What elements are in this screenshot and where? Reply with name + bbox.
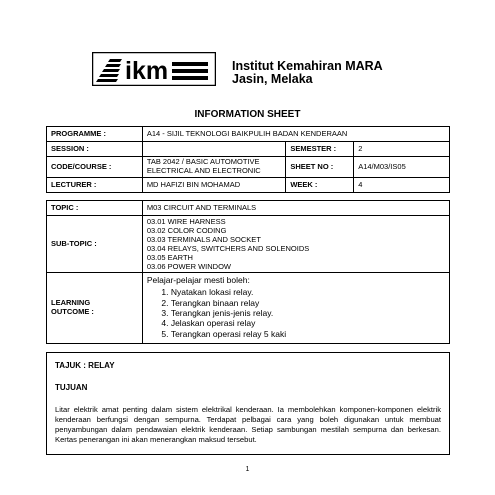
topic-table <box>46 200 450 344</box>
table-row <box>47 273 450 344</box>
list-item: 03.02 COLOR CODING <box>146 226 227 235</box>
table-row <box>47 178 450 193</box>
content-box <box>46 352 450 455</box>
topic-value: M03 CIRCUIT AND TERMINALS <box>142 201 449 216</box>
list-item: 03.06 POWER WINDOW <box>146 262 232 271</box>
week-label: WEEK : <box>286 178 354 193</box>
list-item: 2. Terangkan binaan relay <box>171 298 445 308</box>
page-number: 1 <box>245 466 250 473</box>
semester-label: SEMESTER : <box>286 142 354 157</box>
ikm-logo <box>92 52 216 86</box>
sheet-no-value: A14/M03/IS05 <box>354 157 450 178</box>
list-item: 03.04 RELAYS, SWITCHERS AND SOLENOIDS <box>146 244 310 253</box>
list-item: 4. Jelaskan operasi relay <box>171 318 445 328</box>
table-row <box>47 157 450 178</box>
programme-value: A14 - SIJIL TEKNOLOGI BAIKPULIH BADAN KENDERAAN <box>142 127 449 142</box>
session-label: SESSION : <box>47 142 143 157</box>
learning-outcome-label: LEARNING OUTCOME : <box>47 273 143 344</box>
institute-name: Institut Kemahiran MARA <box>232 59 383 73</box>
subtopic-list <box>142 216 449 273</box>
table-row <box>47 142 450 157</box>
list-item: 03.01 WIRE HARNESS <box>146 217 226 226</box>
sheet-no-label: SHEET NO : <box>286 157 354 178</box>
list-item: 3. Terangkan jenis-jenis relay. <box>171 308 445 318</box>
course-info-table <box>46 126 450 193</box>
section-subtitle: TUJUAN <box>55 383 88 392</box>
lecturer-value: MD HAFIZI BIN MOHAMAD <box>142 178 286 193</box>
table-row <box>47 127 450 142</box>
code-course-label: CODE/COURSE : <box>47 157 143 178</box>
table-row <box>47 201 450 216</box>
week-value: 4 <box>354 178 450 193</box>
list-item: 5. Terangkan operasi relay 5 kaki <box>171 329 445 339</box>
body-paragraph: Litar elektrik amat penting dalam sistem elektrikal kenderaan. Ia membolehkan komponen-komponen elektrik kenderaan berfungsi dengan sempurna. Terdapat pelbagai cara yang boleh digunakan untuk membuat penyambungan dalam pendawaian elektrik kenderaan. Setiap sambungan mestilah sempurna dan berkesan. Kertas penerangan ini akan menerangkan maksud tersebut. <box>55 405 441 444</box>
svg-text:ikm: ikm <box>125 57 169 85</box>
learning-outcome-list <box>142 273 449 344</box>
sheet-title: INFORMATION SHEET <box>194 109 301 120</box>
session-value <box>142 142 286 157</box>
table-row <box>47 216 450 273</box>
subtopic-label: SUB-TOPIC : <box>47 216 143 273</box>
outcome-intro: Pelajar-pelajar mesti boleh: <box>146 275 250 285</box>
topic-label: TOPIC : <box>47 201 143 216</box>
semester-value: 2 <box>354 142 450 157</box>
programme-label: PROGRAMME : <box>47 127 143 142</box>
lecturer-label: LECTURER : <box>47 178 143 193</box>
list-item: 03.03 TERMINALS AND SOCKET <box>146 235 261 244</box>
list-item: 03.05 EARTH <box>146 253 193 262</box>
section-title: TAJUK : RELAY <box>55 361 115 370</box>
institute-location: Jasin, Melaka <box>232 72 313 86</box>
code-course-value: TAB 2042 / BASIC AUTOMOTIVE ELECTRICAL AND ELECTRONIC <box>142 157 286 178</box>
list-item: 1. Nyatakan lokasi relay. <box>171 287 445 297</box>
